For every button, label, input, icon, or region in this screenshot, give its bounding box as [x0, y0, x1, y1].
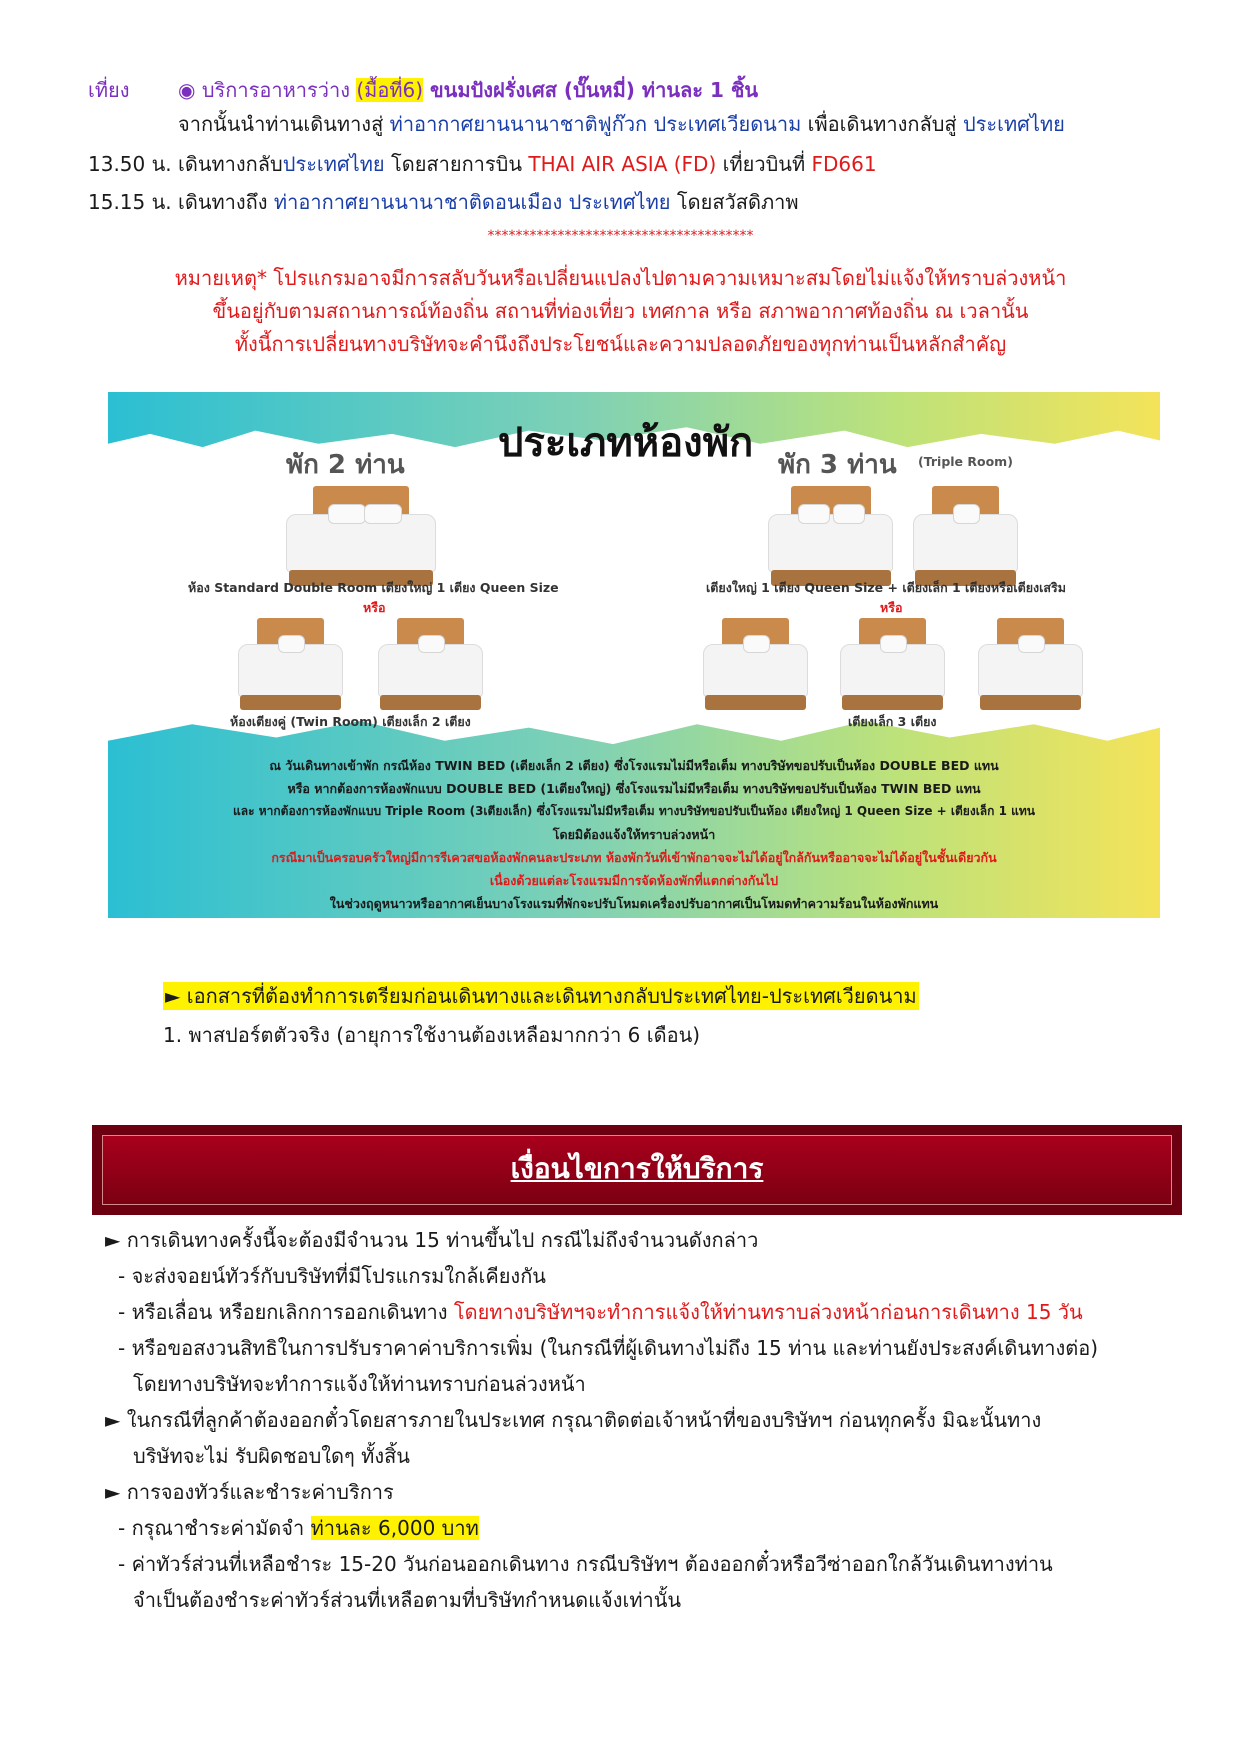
room-note-last: ในช่วงฤดูหนาวหรืออากาศเย็นบางโรงแรมที่พักจะปรับโหมดเครื่องปรับอากาศเป็นโหมดทำความร้อนในห้องพักแทน	[329, 896, 939, 911]
triple-bed-image-3	[978, 618, 1083, 710]
room-type-banner	[108, 392, 1160, 918]
remark-line-2: ขึ้นอยู่กับตามสถานการณ์ท้องถิ่น สถานที่ท่องเที่ยว เทศกาล หรือ สภาพอากาศท้องถิ่น ณ เวลานั้น	[212, 299, 1029, 323]
condition-line-4: - หรือขอสงวนสิทธิในการปรับราคาค่าบริการเพิ่ม (ในกรณีที่ผู้เดินทางไม่ถึง 15 ท่าน และท่านยังประสงค์เดินทางต่อ)	[118, 1336, 1099, 1360]
caption-triple-option-1: เตียงใหญ่ 1 เตียง Queen Size + เตียงเล็ก 1 เตียงหรือเตียงเสริม	[706, 580, 1067, 595]
room-note-1: ณ วันเดินทางเข้าพัก กรณีห้อง TWIN BED (เตียงเล็ก 2 เตียง) ซึ่งโรงแรมไม่มีหรือเต็ม ทางบริษัทขอปรับเป็นห้อง DOUBLE BED แทน	[269, 758, 999, 773]
conditions-title-box	[92, 1125, 1182, 1215]
meal-number: (มื้อที่6)	[356, 78, 424, 102]
documents-heading: ► เอกสารที่ต้องทำการเตรียมก่อนเดินทางและเดินทางกลับประเทศไทย-ประเทศเวียดนาม	[165, 984, 917, 1008]
time-arrive: 15.15 น.	[88, 190, 172, 214]
single-bed-image	[913, 486, 1018, 586]
condition-line-9: - กรุณาชำระค่ามัดจำ ท่านละ 6,000 บาท	[118, 1516, 479, 1540]
or-label-right: หรือ	[880, 600, 903, 615]
remark-line-3: ทั้งนี้การเปลี่ยนทางบริษัทจะคำนึงถึงประโยชน์และความปลอดภัยของทุกท่านเป็นหลักสำคัญ	[234, 332, 1007, 356]
condition-line-2: - จะส่งจอยน์ทัวร์กับบริษัทที่มีโปรแกรมใกล้เคียงกัน	[118, 1264, 546, 1288]
documents-item-1: 1. พาสปอร์ตตัวจริง (อายุการใช้งานต้องเหลือมากกว่า 6 เดือน)	[163, 1023, 701, 1047]
three-person-heading: พัก 3 ท่าน	[778, 450, 897, 480]
lunch-line-2: จากนั้นนำท่านเดินทางสู่ ท่าอากาศยานนานาชาติฟูก๊วก ประเทศเวียดนาม เพื่อเดินทางกลับสู่ ประเทศไทย	[178, 112, 1065, 136]
triple-room-label: (Triple Room)	[918, 454, 1013, 469]
twin-bed-image-1	[238, 618, 343, 710]
caption-double-room: ห้อง Standard Double Room เตียงใหญ่ 1 เตียง Queen Size	[188, 580, 559, 595]
room-note-red-1: กรณีมาเป็นครอบครัวใหญ่มีการรีเควสขอห้องพักคนละประเภท ห้องพักวันที่เข้าพักอาจจะไม่ได้อยู่ใกล้กันหรืออาจจะไม่ได้อยู่ในชั้นเดียวกัน	[271, 850, 997, 865]
caption-triple-option-2: เตียงเล็ก 3 เตียง	[848, 714, 937, 729]
remark-line-1: หมายเหตุ* โปรแกรมอาจมีการสลับวันหรือเปลี่ยนแปลงไปตามความเหมาะสมโดยไม่แจ้งให้ทราบล่วงหน้า	[174, 266, 1067, 290]
condition-line-6: ► ในกรณีที่ลูกค้าต้องออกตั๋วโดยสารภายในประเทศ กรุณาติดต่อเจ้าหน้าที่ของบริษัทฯ ก่อนทุกครั้ง มิฉะนั้นทาง	[105, 1408, 1042, 1432]
triple-bed-image-1	[703, 618, 808, 710]
condition-line-11: จำเป็นต้องชำระค่าทัวร์ส่วนที่เหลือตามที่บริษัทกำหนดแจ้งเท่านั้น	[133, 1588, 682, 1612]
queen-bed-image	[768, 486, 893, 586]
triple-bed-image-2	[840, 618, 945, 710]
room-note-2: หรือ หากต้องการห้องพักแบบ DOUBLE BED (1เตียงใหญ่) ซึ่งโรงแรมไม่มีหรือเต็ม ทางบริษัทขอปรับเป็นห้อง TWIN BED แทน	[287, 781, 981, 796]
separator-stars: **************************************	[487, 228, 754, 244]
room-note-3: และ หากต้องการห้องพักแบบ Triple Room (3เตียงเล็ก) ซึ่งโรงแรมไม่มีหรือเต็ม ทางบริษัทขอปรับเป็นห้อง เตียงใหญ่ 1 Queen Size + เตียงเล็ก 1 แทน	[233, 804, 1035, 818]
lunch-line-1: ◉ บริการอาหารว่าง (มื้อที่6) ขนมปังฝรั่งเศส (บั๊นหมี่) ท่านละ 1 ชิ้น	[178, 78, 759, 102]
condition-line-3: - หรือเลื่อน หรือยกเลิกการออกเดินทาง โดยทางบริษัทฯจะทำการแจ้งให้ท่านทราบล่วงหน้าก่อนการเดินทาง 15 วัน	[118, 1300, 1083, 1324]
double-bed-image	[286, 486, 436, 586]
room-note-red-2: เนื่องด้วยแต่ละโรงแรมมีการจัดห้องพักที่แตกต่างกันไป	[489, 873, 779, 888]
or-label-left: หรือ	[363, 600, 386, 615]
condition-line-8: ► การจองทัวร์และชำระค่าบริการ	[105, 1480, 394, 1504]
time-lunch: เที่ยง	[88, 78, 130, 102]
conditions-title: เงื่อนไขการให้บริการ	[510, 1152, 764, 1185]
condition-line-1: ► การเดินทางครั้งนี้จะต้องมีจำนวน 15 ท่านขึ้นไป กรณีไม่ถึงจำนวนดังกล่าว	[105, 1228, 759, 1252]
deposit-amount: ท่านละ 6,000 บาท	[310, 1516, 479, 1540]
meal-icon: ◉	[178, 78, 202, 102]
arrive-line: เดินทางถึง ท่าอากาศยานนานาชาติดอนเมือง ประเทศไทย โดยสวัสดิภาพ	[178, 190, 799, 214]
two-person-heading: พัก 2 ท่าน	[286, 450, 405, 480]
depart-line: เดินทางกลับประเทศไทย โดยสายการบิน THAI AIR ASIA (FD) เที่ยวบินที่ FD661	[178, 152, 877, 176]
room-note-4: โดยมิต้องแจ้งให้ทราบล่วงหน้า	[552, 827, 716, 842]
condition-line-5: โดยทางบริษัทจะทำการแจ้งให้ท่านทราบก่อนล่วงหน้า	[133, 1372, 586, 1396]
time-depart: 13.50 น.	[88, 152, 172, 176]
banner-title: ประเภทห้องพัก	[498, 420, 754, 466]
caption-twin-room: ห้องเตียงคู่ (Twin Room) เตียงเล็ก 2 เตียง	[230, 714, 471, 729]
condition-line-10: - ค่าทัวร์ส่วนที่เหลือชำระ 15-20 วันก่อนออกเดินทาง กรณีบริษัทฯ ต้องออกตั๋วหรือวีซ่าออกใกล้วันเดินทางท่าน	[118, 1552, 1053, 1576]
twin-bed-image-2	[378, 618, 483, 710]
condition-line-7: บริษัทจะไม่ รับผิดชอบใดๆ ทั้งสิ้น	[133, 1444, 410, 1468]
